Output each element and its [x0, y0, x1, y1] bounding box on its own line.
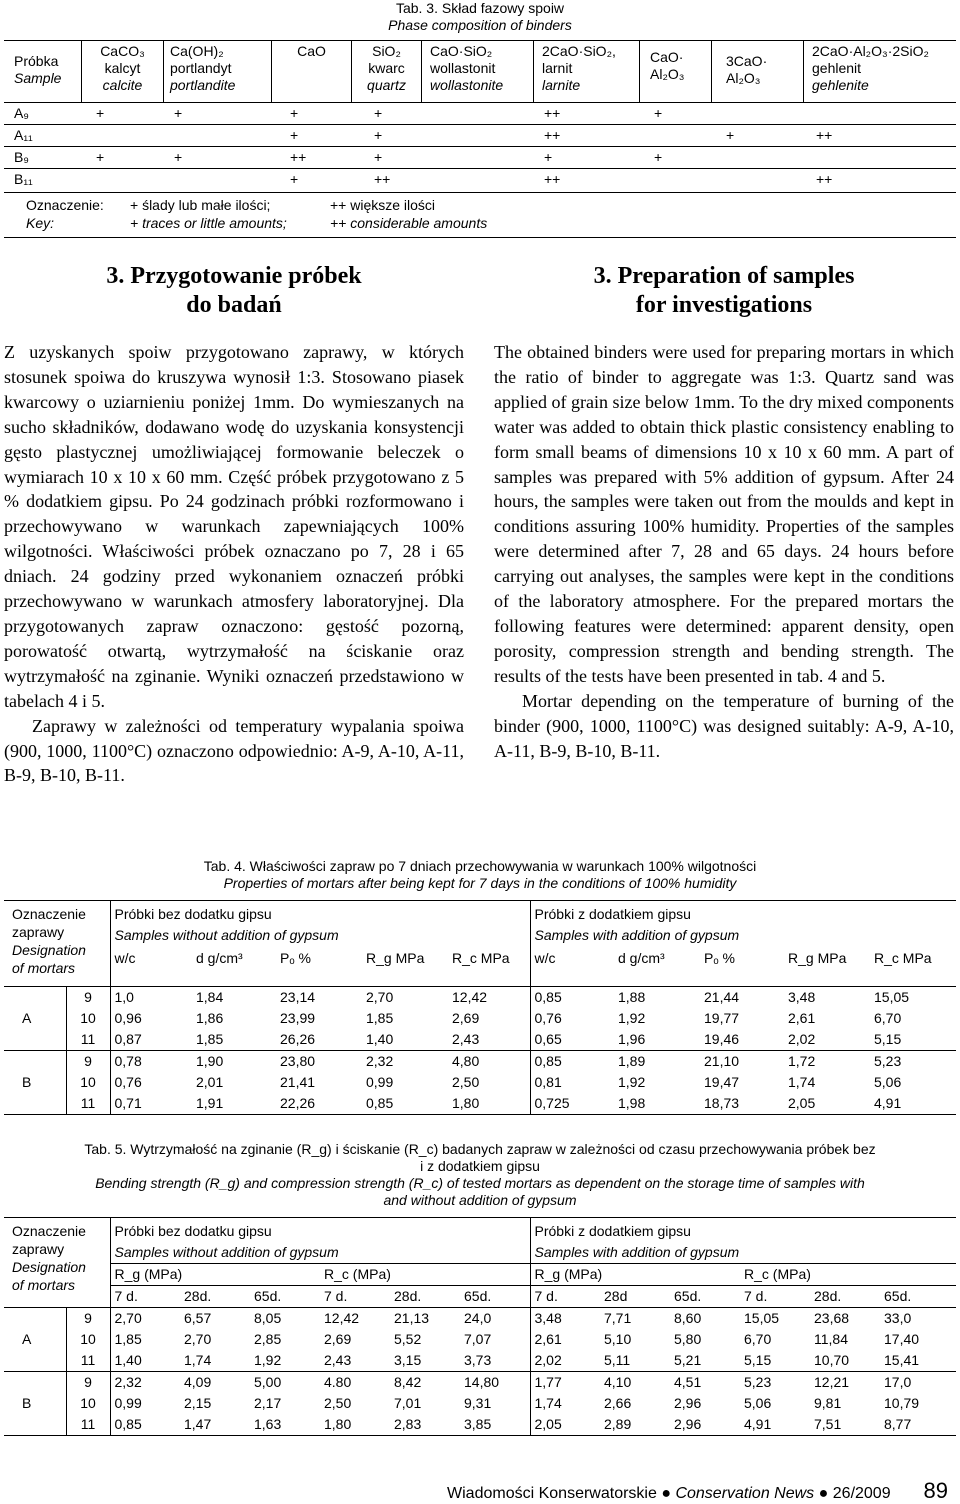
table3-cell: +: [374, 149, 383, 165]
section-pl: [4, 262, 464, 788]
t5-rc-2: R_c (MPa): [740, 1264, 956, 1286]
t4-cell: 1,91: [192, 1093, 276, 1115]
table3-cell: ++: [374, 171, 391, 187]
t4-cell: 21,41: [280, 1073, 316, 1090]
t5-cell: 7,01: [394, 1395, 422, 1411]
table3-title: Tab. 3. Skład fazowy spoiw: [395, 0, 565, 16]
t4-cell: 0,85: [362, 1093, 448, 1115]
table3-cell: ++: [816, 127, 833, 143]
table3-cell: +: [654, 149, 663, 165]
table5-row: [4, 1414, 956, 1436]
section-pl-heading: 3. Przygotowanie próbek do badań: [106, 263, 362, 318]
section-en-para2: Mortar depending on the temperature of burning of the binder (900, 1000, 1100°C) was designed suitably: A-9, A-10, A-11, B-9, B-10, B-11.: [494, 690, 954, 761]
t5-rc-1: R_c (MPa): [320, 1264, 530, 1286]
t4-group1-pl: Próbki bez dodatku gipsu: [110, 901, 530, 926]
t4-cell: 0,87: [110, 1029, 192, 1051]
t4-col-header: Pₒ %: [276, 946, 362, 986]
t5-cell: 3,48: [534, 1310, 562, 1326]
t4-group2-pl: Próbki z dodatkiem gipsu: [530, 901, 956, 926]
t5-cell: 2,96: [670, 1414, 740, 1436]
table5: [4, 1217, 956, 1436]
t5-group-label: [4, 1350, 66, 1372]
t5-cell: 1,92: [250, 1350, 320, 1372]
t4-cell: 2,32: [366, 1052, 394, 1069]
t4-cell: 22,26: [276, 1093, 362, 1115]
t5-cell: 15,05: [744, 1310, 780, 1326]
t4-col-header: d g/cm³: [192, 946, 276, 986]
t4-cell: 19,46: [700, 1029, 784, 1051]
t4-cell: 19,47: [704, 1073, 740, 1090]
t4-cell: 1,74: [788, 1073, 816, 1090]
footer-issue: 26/2009: [832, 1485, 891, 1502]
table3-cell: +: [544, 149, 553, 165]
t4-cell: 1,98: [614, 1093, 700, 1115]
t5-cell: 2,66: [604, 1395, 632, 1411]
t5-group1-pl: Próbki bez dodatku gipsu: [110, 1218, 530, 1243]
t5-cell: 5,52: [394, 1331, 422, 1347]
t5-cell: 5,80: [674, 1331, 702, 1347]
t5-day-header: 65d.: [250, 1286, 320, 1308]
t4-cell: 21,44: [704, 988, 740, 1005]
table4-row: [4, 986, 956, 1008]
footer-journal-pl: Wiadomości Konserwatorskie: [447, 1485, 657, 1502]
t3-header-c3a: 3CaO· Al₂O₃: [712, 41, 804, 103]
table3-cell: ++: [544, 171, 561, 187]
t5-rg-1: R_g (MPa): [110, 1264, 320, 1286]
t4-cell: 1,89: [618, 1052, 646, 1069]
t5-cell: 1,47: [180, 1414, 250, 1436]
table3-row: [4, 146, 956, 168]
table5-row: [4, 1308, 956, 1330]
section-en-heading: 3. Preparation of samples for investigations: [593, 263, 855, 318]
t5-cell: 3,15: [390, 1350, 460, 1372]
t5-cell: 4.80: [324, 1374, 352, 1390]
table3-key: [4, 192, 956, 238]
t5-day-header: 28d.: [390, 1286, 460, 1308]
t5-cell: 1,80: [320, 1414, 390, 1436]
t4-cell: 1,85: [366, 1009, 394, 1026]
t5-cell: 4,51: [674, 1374, 702, 1390]
section-pl-para1: Z uzyskanych spoiw przygotowano zaprawy, w których stosunek spoiwa do kruszywa wynosił 1:3. Stosowano piasek kwarcowy o uziarnieniu poniżej 1mm. Do wymieszanych na sucho składników, dodawano wodę do uzyskania konsystencji gęsto plastycznej umożliwiającej formowanie beleczek o wymiarach 10 x 10 x 60 mm. Część próbek przygotowano z 5 % dodatkiem gipsu. Po 24 godzinach próbki rozformowano i przechowywano w warunkach zapewniających 100% wilgotności. Właściwości próbek oznaczano po 7, 28 i 65 dniach. 24 godziny przed wykonaniem oznaczeń próbki przechowywano w warunkach atmosfery laboratoryjnej. Dla przygotowanych zapraw oznaczono: gęstość pozorną, porowatość otwartą, wytrzymałość na ściskanie oraz wytrzymałość na zginanie. Wyniki oznaczeń przedstawiono w tabelach 4 i 5.: [4, 342, 464, 711]
key-en-label: Key:: [26, 215, 55, 231]
t4-cell: 18,73: [700, 1093, 784, 1115]
t5-cell: 11,84: [814, 1331, 848, 1347]
t5-cell: 10,70: [810, 1350, 880, 1372]
key-pl-1: + ślady lub małe ilości;: [130, 197, 271, 213]
t4-temp: 10: [66, 1008, 110, 1029]
t5-cell: 9,81: [814, 1395, 842, 1411]
t4-col-header: R_c MPa: [870, 946, 956, 986]
table5-row: [4, 1350, 956, 1372]
table3-subtitle: Phase composition of binders: [388, 17, 572, 33]
table3-sample: A₉: [14, 105, 29, 121]
key-en-1: + traces or little amounts;: [130, 215, 287, 231]
t4-cell: 2,50: [448, 1072, 530, 1093]
t5-cell: 8,77: [880, 1414, 956, 1436]
table3-row: [4, 102, 956, 124]
table5-caption: [0, 1141, 960, 1209]
footer-bullet-1: ●: [661, 1485, 671, 1502]
t4-cell: 0,96: [114, 1009, 142, 1026]
t4-cell: 2,05: [784, 1093, 870, 1115]
t5-group2-en: Samples with addition of gypsum: [534, 1244, 740, 1260]
t5-cell: 2,83: [390, 1414, 460, 1436]
t5-cell: 2,15: [184, 1395, 212, 1411]
key-pl-label: Oznaczenie:: [26, 197, 104, 213]
t5-cell: 2,05: [530, 1414, 600, 1436]
table4-row: [4, 1072, 956, 1093]
t5-temp: 10: [66, 1393, 110, 1414]
t4-cell: 0,65: [530, 1029, 614, 1051]
t4-cell: 5,15: [870, 1029, 956, 1051]
table3-sample: B₁₁: [14, 171, 33, 187]
t4-cell: 6,70: [874, 1009, 902, 1026]
t5-cell: 17,40: [884, 1331, 920, 1347]
t5-group-label: [4, 1414, 66, 1436]
t5-designation: Oznaczenie zaprawy Designation of mortars: [4, 1218, 110, 1308]
t5-cell: 2,70: [114, 1310, 142, 1326]
t4-cell: 1,0: [114, 988, 134, 1005]
t4-cell: 0,85: [534, 1052, 562, 1069]
t4-cell: 23,80: [280, 1052, 316, 1069]
t4-group-label: A: [4, 1008, 66, 1029]
t4-col-header: R_c MPa: [448, 946, 530, 986]
t5-cell: 8,60: [674, 1310, 702, 1326]
t4-temp: 10: [66, 1072, 110, 1093]
t5-group-label: A: [4, 1329, 66, 1350]
t4-cell: 1,92: [618, 1073, 646, 1090]
t5-cell: 17,0: [884, 1374, 912, 1390]
t5-rg-2: R_g (MPa): [530, 1264, 740, 1286]
t4-group-label: [4, 1093, 66, 1115]
t4-cell: 0,78: [114, 1052, 142, 1069]
table4-caption: [0, 858, 960, 892]
footer-bullet-2: ●: [818, 1485, 829, 1502]
t5-cell: 2,70: [184, 1331, 212, 1347]
t3-header-gehlenite: 2CaO·Al₂O₃·2SiO₂ gehlenit gehlenite: [812, 43, 929, 93]
t5-cell: 5,11: [600, 1350, 670, 1372]
t4-cell: 0,99: [366, 1073, 394, 1090]
t5-cell: 3,85: [460, 1414, 530, 1436]
t5-cell: 3,73: [460, 1350, 530, 1372]
table5-row: [4, 1372, 956, 1394]
footer-journal-en: Conservation News: [675, 1485, 815, 1502]
table3-cell: +: [654, 105, 663, 121]
table5-title-pl-1: Tab. 5. Wytrzymałość na zginanie (R_g) i ściskanie (R_c) badanych zapraw w zależności od czasu przechowywania próbek bez: [84, 1141, 876, 1157]
t5-cell: 1,40: [110, 1350, 180, 1372]
table3-cell: +: [174, 105, 183, 121]
table3-cell: ++: [544, 105, 561, 121]
t4-temp: 9: [66, 1050, 110, 1072]
table3-cell: +: [290, 127, 299, 143]
t4-cell: 2,70: [366, 988, 394, 1005]
t5-temp: 11: [66, 1414, 110, 1436]
t5-cell: 5,06: [744, 1395, 772, 1411]
t5-day-header: 28d.: [180, 1286, 250, 1308]
section-en: [494, 262, 954, 763]
t5-cell: 15,41: [880, 1350, 956, 1372]
t4-group1-en: Samples without addition of gypsum: [110, 925, 530, 946]
table4-title-pl: Tab. 4. Właściwości zapraw po 7 dniach przechowywania w warunkach 100% wilgotności: [203, 858, 757, 874]
t4-group-label: B: [4, 1072, 66, 1093]
t4-designation: Oznaczenie zaprawy Designation of mortars: [4, 901, 110, 987]
t5-cell: 5,23: [744, 1374, 772, 1390]
t5-cell: 2,85: [254, 1331, 282, 1347]
table3-header: [4, 40, 956, 103]
t4-cell: 4,91: [870, 1093, 956, 1115]
t5-cell: 2,96: [674, 1395, 702, 1411]
t4-col-header: Pₒ %: [700, 946, 784, 986]
table5-title-en-2: and without addition of gypsum: [383, 1192, 577, 1208]
table3-cell: +: [96, 149, 105, 165]
t3-header-cao: CaO: [272, 41, 352, 103]
t5-day-header: 7 d.: [320, 1286, 390, 1308]
t4-cell: 0,71: [110, 1093, 192, 1115]
key-pl-2: ++ większe ilości: [330, 197, 436, 213]
t5-cell: 24,0: [460, 1308, 530, 1330]
table3-cell: +: [374, 127, 383, 143]
t5-cell: 2,50: [324, 1395, 352, 1411]
table3-caption: [0, 0, 960, 34]
t5-cell: 5,15: [740, 1350, 810, 1372]
table3-row: [4, 168, 956, 190]
t5-day-header: 7 d.: [740, 1286, 810, 1308]
t4-cell: 0,76: [534, 1009, 562, 1026]
t4-cell: 2,01: [196, 1073, 224, 1090]
t5-cell: 33,0: [884, 1310, 912, 1326]
t5-cell: 2,32: [114, 1374, 142, 1390]
t4-col-header: d g/cm³: [614, 946, 700, 986]
t5-cell: 23,68: [814, 1310, 850, 1326]
footer: [447, 1478, 948, 1503]
t5-cell: 1,77: [534, 1374, 562, 1390]
t4-col-header: w/c: [110, 946, 192, 986]
t5-cell: 1,63: [250, 1414, 320, 1436]
t5-cell: 2,69: [324, 1331, 352, 1347]
t5-temp: 9: [66, 1372, 110, 1394]
table3-cell: ++: [290, 149, 307, 165]
t4-cell: 1,85: [192, 1029, 276, 1051]
t4-cell: 1,84: [196, 988, 224, 1005]
t3-header-wollastonite: CaO·SiO₂ wollastonit wollastonite: [422, 41, 534, 103]
table4-title-en: Properties of mortars after being kept for 7 days in the conditions of 100% humidity: [223, 875, 737, 891]
t3-header-ca: CaO· Al₂O₃: [640, 41, 712, 103]
t4-cell: 21,10: [704, 1052, 740, 1069]
t4-cell: 1,92: [618, 1009, 646, 1026]
t5-group1-en: Samples without addition of gypsum: [110, 1242, 530, 1264]
t4-cell: 1,40: [362, 1029, 448, 1051]
t4-cell: 5,06: [874, 1073, 902, 1090]
t5-cell: 5,10: [604, 1331, 632, 1347]
t5-group2-pl: Próbki z dodatkiem gipsu: [530, 1218, 956, 1243]
t5-cell: 5,21: [670, 1350, 740, 1372]
table5-row: [4, 1329, 956, 1350]
table4-row: [4, 1093, 956, 1115]
t5-cell: 2,89: [600, 1414, 670, 1436]
table3-cell: +: [96, 105, 105, 121]
t5-group-label: [4, 1308, 66, 1330]
t4-cell: 0,725: [530, 1093, 614, 1115]
t5-cell: 2,02: [530, 1350, 600, 1372]
table4: [4, 900, 956, 1115]
table5-title-pl-2: i z dodatkiem gipsu: [420, 1158, 540, 1174]
table3-cell: ++: [544, 127, 561, 143]
t3-header-portlandite: Ca(OH)₂ portlandyt portlandite: [164, 41, 272, 103]
key-en-2: ++ considerable amounts: [330, 215, 488, 231]
t4-cell: 1,86: [196, 1009, 224, 1026]
t5-cell: 7,07: [460, 1329, 530, 1350]
table4-row: [4, 1050, 956, 1072]
t5-group-label: B: [4, 1393, 66, 1414]
table4-row: [4, 1008, 956, 1029]
t4-col-header: R_g MPa: [362, 946, 448, 986]
t5-cell: 1,74: [180, 1350, 250, 1372]
table3: [4, 40, 956, 238]
t4-temp: 11: [66, 1029, 110, 1051]
t4-cell: 1,72: [788, 1052, 816, 1069]
t4-cell: 15,05: [874, 988, 910, 1005]
table3-cell: ++: [816, 171, 833, 187]
t5-cell: 6,57: [184, 1310, 212, 1326]
t5-cell: 7,71: [604, 1310, 632, 1326]
t4-temp: 11: [66, 1093, 110, 1115]
t4-cell: 1,80: [448, 1093, 530, 1115]
t4-group2-en: Samples with addition of gypsum: [534, 927, 740, 943]
t4-cell: 1,96: [614, 1029, 700, 1051]
table3-sample: B₉: [14, 149, 29, 165]
t4-cell: 26,26: [276, 1029, 362, 1051]
t4-cell: 4,80: [448, 1050, 530, 1072]
t5-cell: 4,91: [740, 1414, 810, 1436]
t5-cell: 4,09: [184, 1374, 212, 1390]
t5-temp: 10: [66, 1329, 110, 1350]
t5-temp: 11: [66, 1350, 110, 1372]
t3-header-larnite: 2CaO·SiO₂, larnit larnite: [534, 41, 640, 103]
table3-cell: +: [174, 149, 183, 165]
t5-cell: 21,13: [394, 1310, 430, 1326]
t4-temp: 9: [66, 986, 110, 1008]
t5-cell: 6,70: [744, 1331, 772, 1347]
t3-header-sample: Próbka Sample: [4, 41, 82, 103]
t5-cell: 9,31: [460, 1393, 530, 1414]
t5-cell: 14,80: [460, 1372, 530, 1394]
t3-header-calcite: CaCO₃ kalcyt calcite: [82, 41, 164, 103]
t5-day-header: 7 d.: [110, 1286, 180, 1308]
t5-day-header: 65d.: [460, 1286, 530, 1308]
section-pl-para2: Zaprawy w zależności od temperatury wypalania spoiwa (900, 1000, 1100°C) oznaczono odpowiednio: A-9, A-10, A-11, B-9, B-10, B-11.: [4, 715, 464, 786]
t5-cell: 8,05: [254, 1310, 282, 1326]
table3-cell: +: [290, 171, 299, 187]
t5-cell: 1,74: [534, 1395, 562, 1411]
t5-cell: 0,99: [114, 1395, 142, 1411]
t4-cell: 23,14: [280, 988, 316, 1005]
t4-cell: 1,90: [196, 1052, 224, 1069]
table5-row: [4, 1393, 956, 1414]
t5-temp: 9: [66, 1308, 110, 1330]
t5-day-header: 28d.: [810, 1286, 880, 1308]
t4-col-header: w/c: [530, 946, 614, 986]
t4-cell: 0,76: [114, 1073, 142, 1090]
t3-header-quartz: SiO₂ kwarc quartz: [352, 41, 422, 103]
t4-cell: 3,48: [788, 988, 816, 1005]
table3-cell: +: [290, 105, 299, 121]
t4-cell: 0,81: [534, 1073, 562, 1090]
t5-cell: 12,42: [324, 1310, 360, 1326]
t4-cell: 2,69: [448, 1008, 530, 1029]
t4-cell: 2,43: [448, 1029, 530, 1051]
table3-cell: +: [374, 105, 383, 121]
t5-cell: 7,51: [810, 1414, 880, 1436]
t4-cell: 2,61: [788, 1009, 816, 1026]
t4-group-label: [4, 1050, 66, 1072]
t5-day-header: 28d: [600, 1286, 670, 1308]
t5-cell: 10,79: [884, 1395, 920, 1411]
t4-cell: 23,99: [280, 1009, 316, 1026]
t5-day-header: 65d.: [670, 1286, 740, 1308]
footer-page-number: 89: [923, 1478, 948, 1503]
t5-day-header: 65d.: [880, 1286, 956, 1308]
t5-cell: 2,61: [534, 1331, 562, 1347]
t4-cell: 2,02: [784, 1029, 870, 1051]
section-en-para1: The obtained binders were used for preparing mortars in which the ratio of binder to aggregate was 1:3. Quartz sand was applied of grain size below 1mm. To the dry mixed components water was added to obtain thick plastic consistency enabling to form small beams of dimensions 10 x 10 x 60 mm. A part of samples was prepared with 5% addition of gypsum. After 24 hours, the samples were taken out from the moulds and kept in conditions assuring 100% humidity. Properties of the samples were determined after 7, 28 and 65 days. 24 hours before carrying out analyses, the samples were kept in the conditions of the laboratory atmosphere. For the prepared mortars the following features were determined: apparent density, open porosity, compression strength and bending strength. The results of the tests have been presented in tab. 4 and 5.: [494, 342, 954, 686]
t4-cell: 0,85: [534, 988, 562, 1005]
t5-cell: 2,43: [320, 1350, 390, 1372]
t5-cell: 12,21: [814, 1374, 850, 1390]
table4-row: [4, 1029, 956, 1051]
t4-group-label: [4, 986, 66, 1008]
table3-row: [4, 124, 956, 146]
t5-cell: 4,10: [604, 1374, 632, 1390]
t4-cell: 5,23: [874, 1052, 902, 1069]
table3-sample: A₁₁: [14, 127, 33, 143]
t5-cell: 2,17: [254, 1395, 282, 1411]
t5-cell: 5,00: [254, 1374, 282, 1390]
t5-group-label: [4, 1372, 66, 1394]
t4-cell: 12,42: [448, 986, 530, 1008]
t5-cell: 0,85: [110, 1414, 180, 1436]
t4-group-label: [4, 1029, 66, 1051]
table3-cell: +: [726, 127, 735, 143]
t5-cell: 1,85: [114, 1331, 142, 1347]
t4-cell: 1,88: [618, 988, 646, 1005]
t5-day-header: 7 d.: [530, 1286, 600, 1308]
t4-cell: 19,77: [704, 1009, 740, 1026]
t4-col-header: R_g MPa: [784, 946, 870, 986]
table5-title-en-1: Bending strength (R_g) and compression strength (R_c) of tested mortars as dependent on the storage time of samples with: [95, 1175, 865, 1191]
t5-cell: 8,42: [394, 1374, 422, 1390]
